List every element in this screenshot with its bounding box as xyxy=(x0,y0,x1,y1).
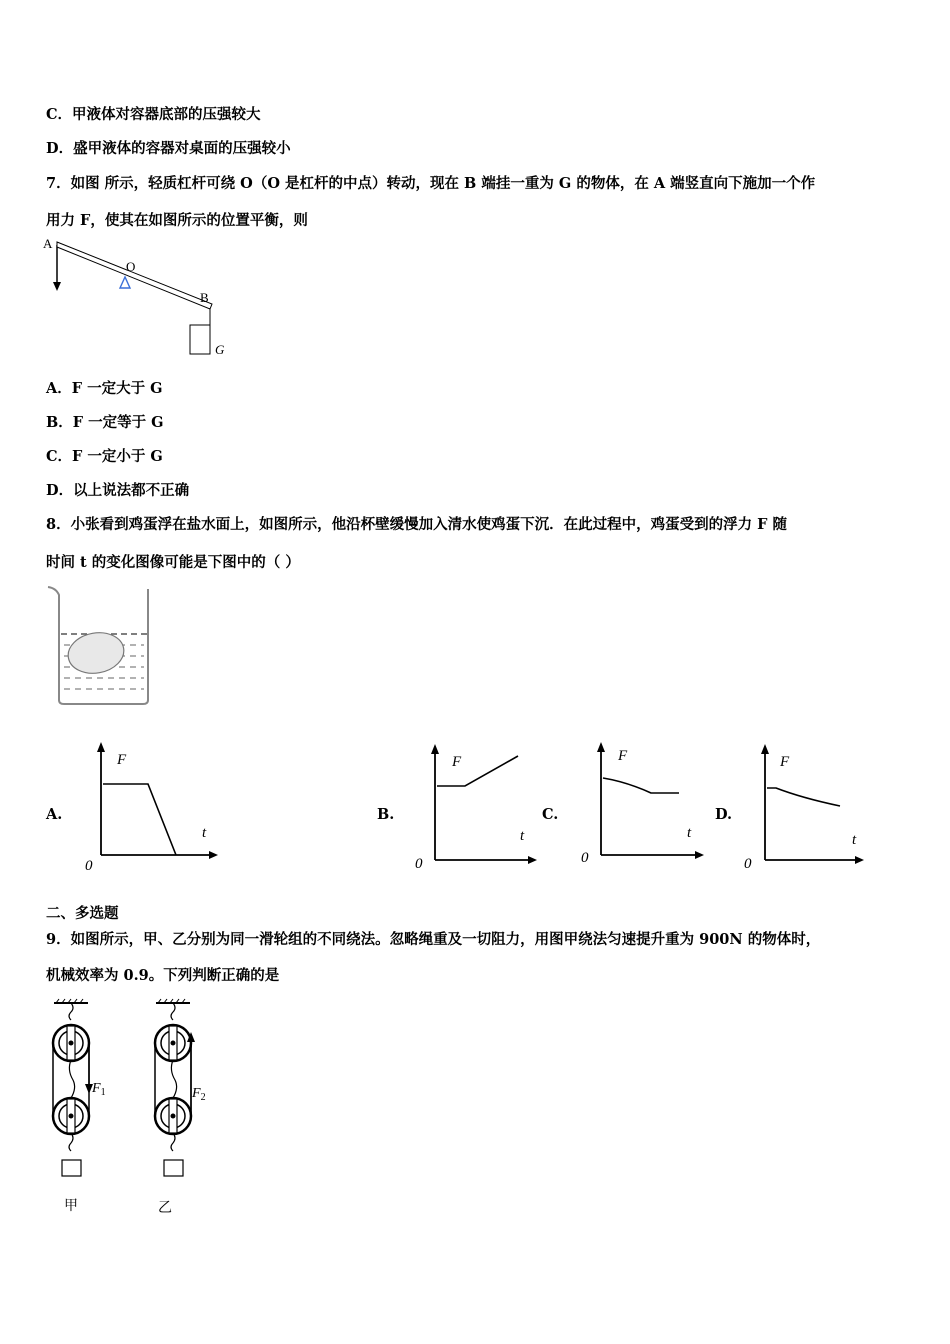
graph-option-d xyxy=(742,740,877,870)
label-jia: 甲 xyxy=(64,1199,78,1214)
q7-option-c: C．F 一定小于 G xyxy=(46,448,163,465)
axis-f: F xyxy=(618,748,628,764)
lever-label-b: B xyxy=(200,290,209,305)
axis-t: t xyxy=(687,825,692,841)
graph-option-d-label: D. xyxy=(715,806,733,823)
q7-option-d: D．以上说法都不正确 xyxy=(46,482,190,499)
question-8-line2: 时间 t 的变化图像可能是下图中的（ ） xyxy=(46,554,300,571)
lever-label-o: O xyxy=(126,259,136,274)
lever-label-a: A xyxy=(43,236,53,251)
graph-option-b-label: B. xyxy=(377,806,395,823)
option-d-q6: D．盛甲液体的容器对桌面的压强较小 xyxy=(46,140,291,157)
question-9-line1: 9．如图所示，甲、乙分别为同一滑轮组的不同绕法。忽略绳重及一切阻力，用图甲绕法匀速提升重为 900N 的物体时， xyxy=(46,931,821,948)
egg-icon xyxy=(65,628,127,677)
graph-option-c-label: C. xyxy=(542,806,559,823)
graph-option-c xyxy=(577,740,712,870)
beaker-egg-figure xyxy=(44,583,156,709)
axis-f: F xyxy=(452,754,462,770)
option-c-q6: C．甲液体对容器底部的压强较大 xyxy=(46,106,261,123)
question-9-line2: 机械效率为 0.9。下列判断正确的是 xyxy=(46,967,280,984)
lever-label-g: G xyxy=(215,342,225,357)
pulley-figures xyxy=(40,996,230,1221)
lever-figure xyxy=(40,236,240,364)
axis-t: t xyxy=(852,832,857,848)
label-yi: 乙 xyxy=(158,1201,172,1216)
force-f1-label: $F_1$ xyxy=(92,1081,106,1098)
axis-origin: 0 xyxy=(744,856,752,870)
question-7-line1: 7．如图 所示，轻质杠杆可绕 O（O 是杠杆的中点）转动，现在 B 端挂一重为 G 的物体，在 A 端竖直向下施加一个作 xyxy=(46,175,816,192)
section-title: 二、多选题 xyxy=(46,905,119,922)
axis-origin: 0 xyxy=(415,856,423,870)
axis-t: t xyxy=(202,825,207,841)
force-f2-label: $F_2$ xyxy=(192,1086,206,1103)
q7-option-a: A．F 一定大于 G xyxy=(46,380,163,397)
graph-option-a xyxy=(78,740,223,870)
axis-origin: 0 xyxy=(581,850,589,866)
question-8-line1: 8．小张看到鸡蛋浮在盐水面上，如图所示，他沿杯壁缓慢加入清水使鸡蛋下沉．在此过程中，鸡蛋受到的浮力 F 随 xyxy=(46,516,787,533)
graph-option-a-label: A. xyxy=(46,806,63,823)
axis-f: F xyxy=(117,752,127,768)
axis-f: F xyxy=(780,754,790,770)
fulcrum-icon xyxy=(120,277,130,288)
pulley-jia xyxy=(53,999,106,1214)
axis-t: t xyxy=(520,828,525,844)
axis-origin: 0 xyxy=(85,858,93,870)
question-7-line2: 用力 F，使其在如图所示的位置平衡，则 xyxy=(46,212,308,229)
q7-option-b: B．F 一定等于 G xyxy=(46,414,164,431)
graph-option-b xyxy=(410,740,545,870)
pulley-yi xyxy=(155,999,206,1216)
